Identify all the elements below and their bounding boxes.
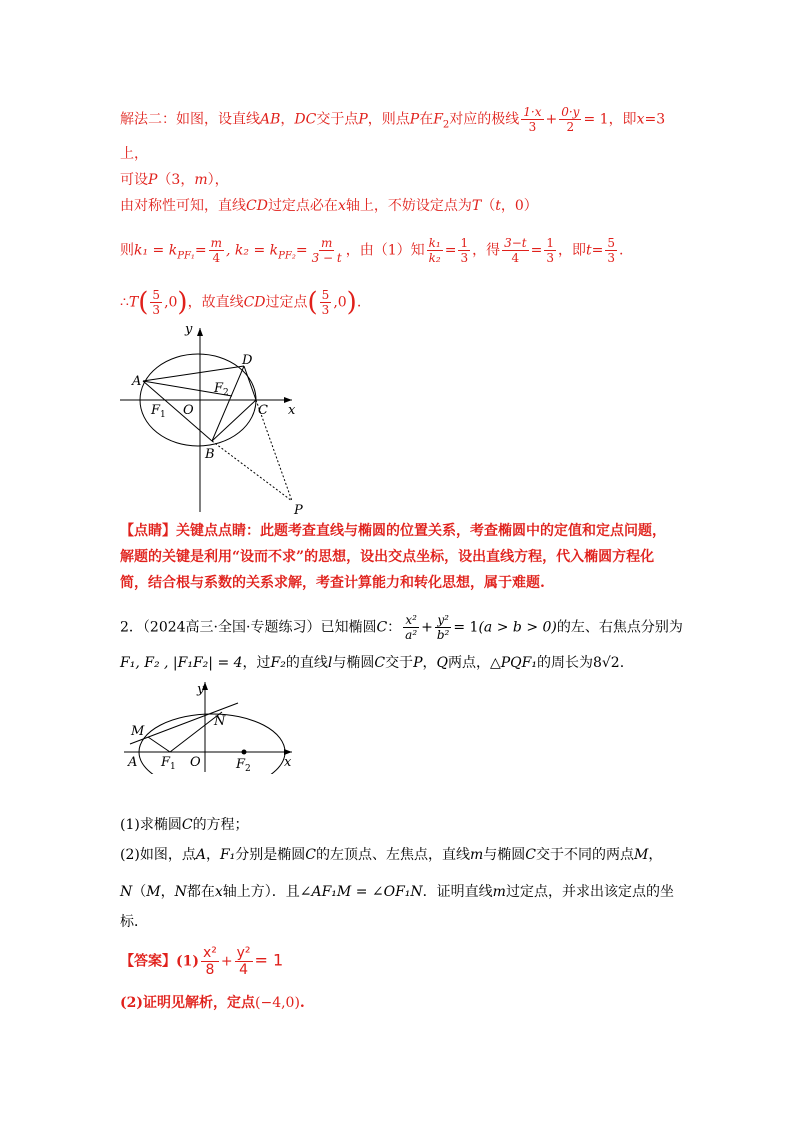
operator: + — [545, 111, 558, 128]
text: . — [356, 294, 362, 311]
operator: = — [444, 242, 457, 259]
fraction — [403, 613, 419, 642]
text: 过定点 — [265, 294, 308, 311]
text: C — [305, 847, 317, 863]
text: C — [181, 817, 193, 833]
fraction — [235, 945, 253, 978]
text: 过定点，并求出该定点的坐 — [505, 884, 674, 900]
text: C — [525, 847, 537, 863]
solution2-line6 — [120, 288, 361, 317]
question2-line1 — [120, 613, 683, 642]
text: （ — [481, 198, 496, 214]
text: ， — [160, 884, 175, 900]
fraction — [458, 236, 470, 265]
tip-line2: 解题的关键是利用“设而不求”的思想，设出交点坐标，设出直线方程，代入椭圆方程化 — [120, 549, 655, 565]
denominator: 3 — [460, 251, 469, 265]
text: ，故直线 — [187, 294, 244, 311]
text: ， — [280, 111, 295, 128]
label-O: O — [183, 403, 194, 418]
text: 的直线 — [285, 655, 328, 671]
denominator: 3 — [152, 303, 161, 317]
text: 的左顶点、左焦点，直线 — [316, 847, 471, 863]
therefore-symbol: ∴ — [120, 294, 129, 311]
text: 过定点必在 — [267, 198, 338, 214]
label-F1 — [160, 755, 176, 772]
operator: = — [295, 242, 308, 259]
text: ∠AF₁M = ∠OF₁N — [299, 884, 423, 900]
solution2-line1 — [120, 105, 665, 135]
text: 都在 — [186, 884, 215, 900]
label-x: x — [284, 755, 292, 770]
text: N — [174, 884, 187, 900]
text: = 1 — [583, 111, 609, 128]
operator: = — [591, 242, 604, 259]
text: ， — [422, 655, 437, 671]
paren: ( — [138, 287, 149, 318]
numerator: 5 — [152, 288, 161, 302]
text: ．证明直线 — [422, 884, 493, 900]
label-F1-sub: 1 — [170, 762, 176, 772]
text: 轴上方）．且 — [222, 884, 300, 900]
text: m — [492, 884, 506, 900]
fraction — [209, 236, 224, 265]
paren: ) — [346, 287, 357, 318]
text: ,0 — [333, 294, 347, 311]
numerator: 1·x — [523, 105, 542, 119]
text: CD — [243, 294, 266, 311]
text: (1) — [176, 953, 199, 970]
text: t — [495, 198, 501, 214]
answer-tag: 【答案】 — [120, 953, 176, 970]
text: （ — [132, 884, 147, 900]
numerator: k₁ — [428, 236, 441, 250]
text: M — [634, 847, 649, 863]
text: 解法二：如图，设直线 — [120, 111, 260, 128]
label-x: x — [288, 403, 296, 418]
segment-BC — [212, 400, 256, 441]
paren: ) — [177, 287, 188, 318]
solution2-line2 — [120, 144, 148, 164]
text: m — [194, 172, 208, 188]
text: M — [146, 884, 161, 900]
question-number: 2． — [120, 619, 143, 636]
text: F₁, F₂ , — [120, 655, 169, 671]
numerator: 1 — [460, 236, 469, 250]
text: ，得 — [472, 242, 501, 259]
fraction — [502, 236, 529, 265]
text: 交于不同的两点 — [536, 847, 635, 863]
numerator: y² — [236, 945, 251, 961]
text: ， — [648, 847, 663, 863]
fraction — [559, 105, 581, 134]
subscript: 2 — [442, 119, 450, 131]
text: F — [433, 111, 443, 128]
text: 轴上，不妨设定点为 — [345, 198, 472, 214]
denominator: 3 — [546, 251, 554, 265]
text: 标． — [120, 914, 148, 930]
text: F₂ — [270, 655, 286, 671]
text: x — [214, 884, 223, 900]
text: ，则点 — [367, 111, 410, 128]
paren: ( — [307, 287, 318, 318]
question2-part2-line1 — [120, 845, 662, 865]
solution2-line4 — [120, 196, 538, 216]
fraction — [605, 236, 617, 265]
text: t — [586, 242, 592, 259]
subscript: PF₁ — [177, 250, 195, 262]
numerator: x² — [405, 613, 417, 627]
text: . — [299, 995, 305, 1011]
text: 8√2 — [592, 655, 620, 671]
operator: + — [220, 953, 233, 970]
numerator: 1 — [546, 236, 554, 250]
text: 已知椭圆 — [320, 619, 377, 636]
label-y: y — [197, 682, 205, 697]
ellipse-figure-2 — [120, 678, 300, 774]
text: ）， — [207, 172, 229, 188]
text: 的左、右焦点分别为 — [556, 619, 683, 636]
label-F1 — [150, 403, 166, 420]
label-F2-letter: F — [236, 757, 246, 772]
y-axis-arrow — [197, 328, 203, 336]
answer-line1 — [120, 945, 283, 978]
label-F1-letter: F — [161, 755, 171, 770]
segment-DC — [244, 366, 256, 400]
text: 交于点 — [316, 111, 359, 128]
tip-line3: 简，结合根与系数的关系求解，考查计算能力和转化思想，属于难题. — [120, 575, 545, 591]
text: N — [120, 884, 133, 900]
label-N: N — [214, 714, 226, 729]
label-M: M — [131, 724, 145, 739]
label-F1-sub: 1 — [160, 410, 166, 420]
text: |F₁F₂| = 4 — [172, 655, 243, 671]
denominator: 2 — [566, 120, 575, 134]
numerator: 3−t — [504, 236, 527, 250]
segment-DB — [212, 366, 244, 441]
label-y: y — [185, 322, 193, 337]
operator: + — [421, 619, 433, 636]
denominator: b² — [436, 628, 450, 642]
text: = 1 — [453, 619, 479, 636]
text: x — [337, 198, 346, 214]
label-A: A — [128, 755, 138, 770]
numerator: m — [210, 236, 223, 250]
text: m — [470, 847, 484, 863]
label-F2-letter: F — [214, 381, 224, 396]
text: P — [409, 111, 420, 128]
text: 交于 — [385, 655, 414, 671]
label-A: A — [132, 374, 142, 389]
text: DC — [294, 111, 317, 128]
denominator: 4 — [239, 962, 249, 978]
label-O: O — [190, 755, 201, 770]
text: ，即 — [608, 111, 637, 128]
text: ,0 — [164, 294, 178, 311]
text: ， — [205, 847, 220, 863]
text: 两点， — [447, 655, 490, 671]
label-F1-letter: F — [151, 403, 161, 418]
denominator: 3 − t — [311, 251, 342, 265]
question-source: （2024高三·全国·专题练习） — [142, 619, 321, 636]
text: P — [413, 655, 423, 671]
numerator: 5 — [607, 236, 616, 250]
text: Q — [436, 655, 448, 671]
text: P — [358, 111, 368, 128]
fraction — [320, 288, 332, 317]
segment-MF1 — [148, 737, 170, 752]
text: , k₂ = k — [226, 242, 279, 259]
text: =3 — [644, 111, 666, 128]
operator: = — [530, 242, 543, 259]
tip-line1: 【点睛】关键点点睛：此题考查直线与椭圆的位置关系，考查椭圆中的定值和定点问题， — [120, 523, 666, 539]
question2-part1 — [120, 815, 249, 835]
denominator: 8 — [205, 962, 215, 978]
text: (a > b > 0) — [478, 619, 557, 636]
text: △PQF₁ — [489, 655, 537, 671]
text: 对应的极线 — [449, 111, 520, 128]
label-B: B — [205, 447, 215, 462]
text: P — [148, 172, 158, 188]
text: T — [128, 294, 139, 311]
numerator: m — [320, 236, 333, 250]
text: T — [471, 198, 482, 214]
denominator: k₂ — [428, 251, 441, 265]
text: CD — [246, 198, 268, 214]
text: (2)如图，点 — [120, 847, 196, 863]
numerator: x² — [203, 945, 217, 961]
fraction — [435, 613, 452, 642]
label-D: D — [242, 353, 253, 368]
text: (2)证明见解析，定点 — [120, 995, 255, 1011]
denominator: 3 — [528, 120, 537, 134]
label-F2 — [213, 381, 229, 398]
text: 在 — [419, 111, 434, 128]
text: C — [376, 619, 388, 636]
fraction — [150, 288, 162, 317]
numerator: 0·y — [561, 105, 580, 119]
text: 由对称性可知，直线 — [120, 198, 246, 214]
text: 上， — [120, 146, 148, 162]
question2-line2 — [120, 653, 624, 673]
text: . — [619, 655, 625, 671]
text: AB — [260, 111, 281, 128]
fraction — [544, 236, 556, 265]
text: A — [195, 847, 206, 863]
text: (−4,0) — [255, 995, 300, 1011]
solution2-line5 — [120, 236, 623, 266]
fraction — [310, 236, 344, 265]
text: 与椭圆 — [483, 847, 526, 863]
text: 则 — [120, 242, 134, 259]
subscript: PF₂ — [278, 250, 296, 262]
text: l — [327, 655, 333, 671]
segment-AD — [143, 366, 244, 381]
numerator: y² — [437, 613, 449, 627]
label-F2-sub: 2 — [245, 764, 251, 774]
text: C — [374, 655, 386, 671]
text: k₁ = k — [134, 242, 178, 259]
label-F2-sub: 2 — [223, 388, 229, 398]
denominator: 3 — [321, 303, 330, 317]
ellipse-figure-1 — [110, 318, 320, 518]
text: (1)求椭圆 — [120, 817, 182, 833]
text: ： — [387, 619, 402, 636]
denominator: 3 — [607, 251, 616, 265]
denominator: 4 — [511, 251, 520, 265]
label-C: C — [258, 403, 268, 418]
text: F₁ — [219, 847, 236, 863]
text: 分别是椭圆 — [235, 847, 306, 863]
label-F2 — [235, 757, 251, 774]
text: 可设 — [120, 172, 148, 188]
answer-line2 — [120, 993, 305, 1013]
fraction — [427, 236, 443, 265]
text: x — [636, 111, 645, 128]
question2-part2-line3 — [120, 912, 148, 932]
fraction — [201, 945, 219, 978]
text: 的方程； — [192, 817, 249, 833]
operator: = — [194, 242, 207, 259]
text: 的周长为 — [536, 655, 593, 671]
text: . — [619, 242, 624, 259]
question2-part2-line2 — [120, 882, 674, 902]
fraction — [521, 105, 543, 134]
text: ，过 — [242, 655, 271, 671]
text: （3， — [157, 172, 195, 188]
text: ，0） — [500, 198, 538, 214]
dashed-BP — [212, 441, 292, 501]
denominator: 4 — [212, 251, 221, 265]
text: 与椭圆 — [332, 655, 375, 671]
text: ，即 — [558, 242, 586, 259]
label-P: P — [294, 503, 303, 518]
denominator: a² — [405, 628, 418, 642]
solution2-line3 — [120, 170, 229, 190]
text: = 1 — [254, 950, 284, 970]
focus-F2-dot — [242, 750, 247, 755]
numerator: 5 — [321, 288, 330, 302]
text: ，由（1）知 — [345, 242, 425, 259]
